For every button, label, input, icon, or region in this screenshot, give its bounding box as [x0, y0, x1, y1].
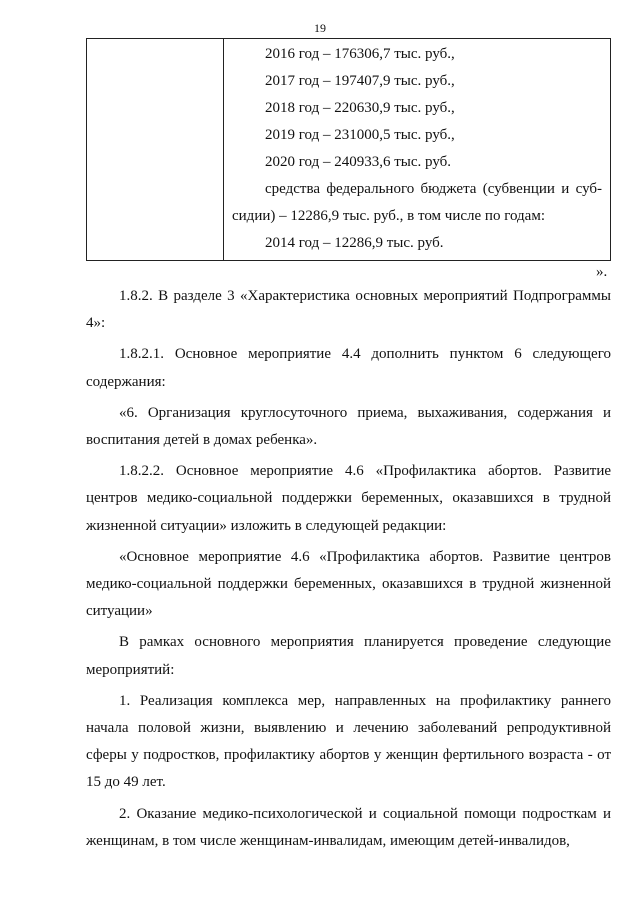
budget-table — [86, 38, 611, 261]
federal-funds-total-line: сидии) – 12286,9 тыс. руб., в том числе по годам: — [232, 208, 545, 224]
funding-line-2018: 2018 год – 220630,9 тыс. руб., — [265, 100, 455, 116]
page-number: 19 — [314, 21, 326, 35]
table-row — [87, 39, 611, 261]
paragraph-1-8-2-1: 1.8.2.1. Основное мероприятие 4.4 дополнить пунктом 6 следующего содержания: — [86, 346, 611, 390]
paragraph-activity-2: 2. Оказание медико-психологической и социальной помощи подросткам и женщинам, в том числе женщинам-инвалидам, имеющим детей-инвалидов, — [86, 805, 611, 849]
paragraph-measure-4-6-title: «Основное мероприятие 4.6 «Профилактика абортов. Развитие центров медико-социальной поддержки беременных, оказавшихся в трудной жизненной ситуации» — [86, 548, 611, 620]
funding-line-2017: 2017 год – 197407,9 тыс. руб., — [265, 73, 455, 89]
funding-line-2019: 2019 год – 231000,5 тыс. руб., — [265, 127, 455, 143]
paragraph-item-6-quote: «6. Организация круглосуточного приема, выхаживания, содержания и воспитания детей в домах ребенка». — [86, 404, 611, 449]
funding-line-2014: 2014 год – 12286,9 тыс. руб. — [265, 235, 444, 251]
paragraph-1-8-2: 1.8.2. В разделе 3 «Характеристика основных мероприятий Подпрограммы 4»: — [86, 288, 611, 332]
table-cell-left — [87, 39, 224, 261]
document-body — [86, 283, 611, 855]
federal-funds-line: средства федерального бюджета (субвенции и суб- — [265, 181, 602, 197]
table-cell-right — [224, 39, 611, 261]
paragraph-activity-1: 1. Реализация комплекса мер, направленных на профилактику раннего начала половой жизни, выявлению и лечению заболеваний репродуктивной сферы у подростков, профилактику абортов у женщин фертильного возраста - от 15 до 49 лет. — [86, 692, 611, 791]
paragraph-1-8-2-2: 1.8.2.2. Основное мероприятие 4.6 «Профилактика абортов. Развитие центров медико-социальной поддержки беременных, оказавшихся в трудной жизненной ситуации» изложить в следующей редакции: — [86, 463, 611, 534]
paragraph-planned-activities: В рамках основного мероприятия планируется проведение следующие мероприятий: — [86, 634, 611, 678]
funding-line-2020: 2020 год – 240933,6 тыс. руб. — [265, 154, 452, 170]
funding-line-2016: 2016 год – 176306,7 тыс. руб., — [265, 46, 455, 62]
closing-quote: ». — [596, 264, 608, 280]
